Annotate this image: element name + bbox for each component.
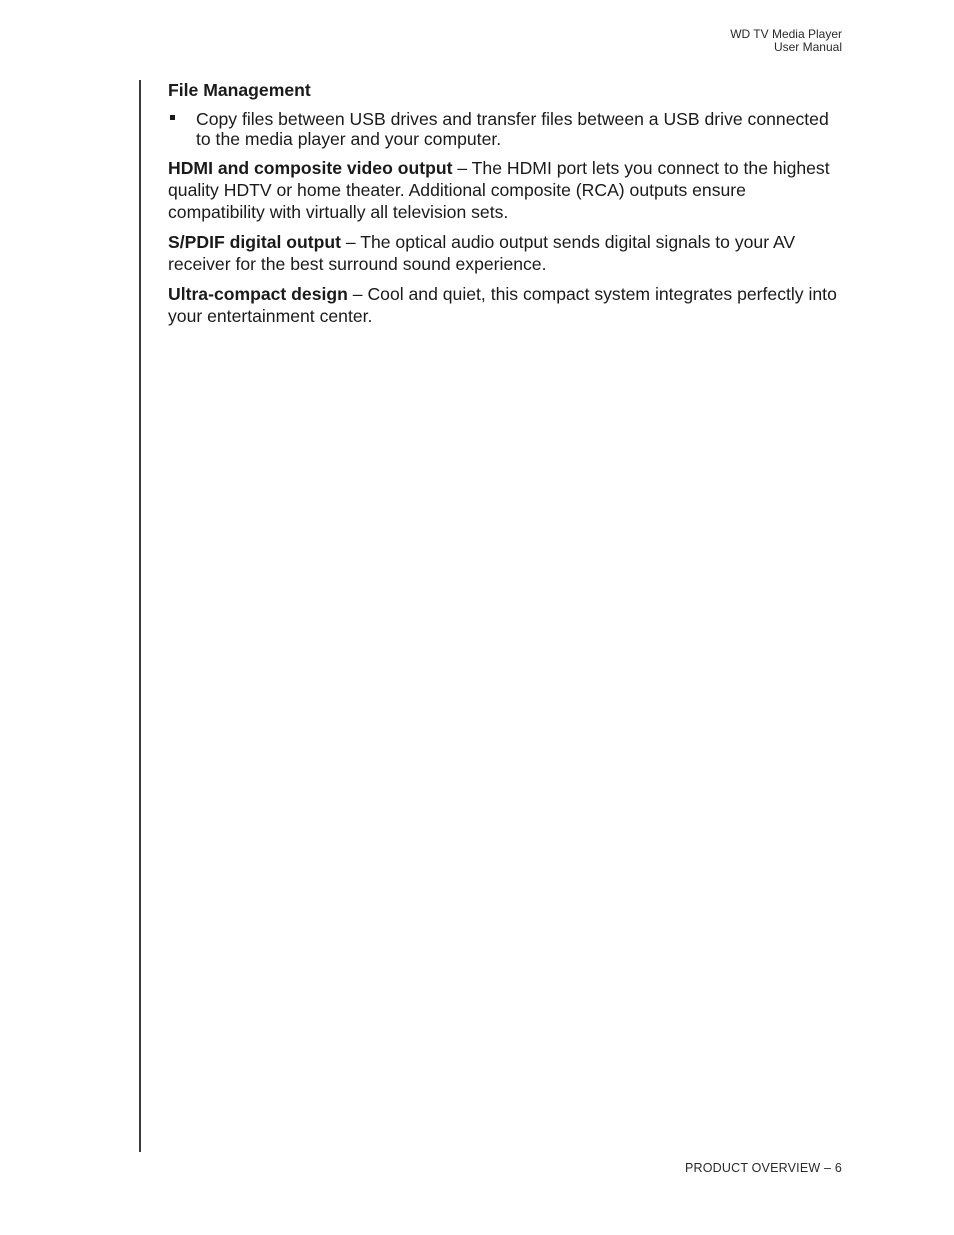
feature-hdmi (168, 157, 843, 223)
margin-rule (139, 80, 141, 1152)
list-item (168, 109, 843, 149)
feature-term: Ultra-compact design (168, 284, 348, 304)
square-bullet-icon (170, 115, 175, 120)
feature-description: – The optical audio output sends digital signals to your AV receiver for the best surround sound experience. (168, 232, 796, 274)
feature-compact-design (168, 283, 843, 327)
header-product-name: WD TV Media Player (730, 27, 842, 41)
feature-description: – Cool and quiet, this compact system integrates perfectly into your entertainment center. (168, 284, 837, 326)
bullet-list (168, 109, 843, 149)
page-content (168, 79, 843, 327)
bullet-text: Copy files between USB drives and transfer files between a USB drive connected to the media player and your computer. (196, 109, 829, 149)
page-header (730, 28, 842, 54)
feature-spdif (168, 231, 843, 275)
page-footer: PRODUCT OVERVIEW – 6 (684, 1161, 842, 1175)
feature-term: HDMI and composite video output (168, 158, 453, 178)
header-document-name: User Manual (773, 40, 842, 54)
feature-term: S/PDIF digital output (168, 232, 341, 252)
section-heading: File Management (168, 80, 311, 100)
feature-description: – The HDMI port lets you connect to the highest quality HDTV or home theater. Additional composite (RCA) outputs ensure compatibility with virtually all television sets. (168, 158, 830, 222)
